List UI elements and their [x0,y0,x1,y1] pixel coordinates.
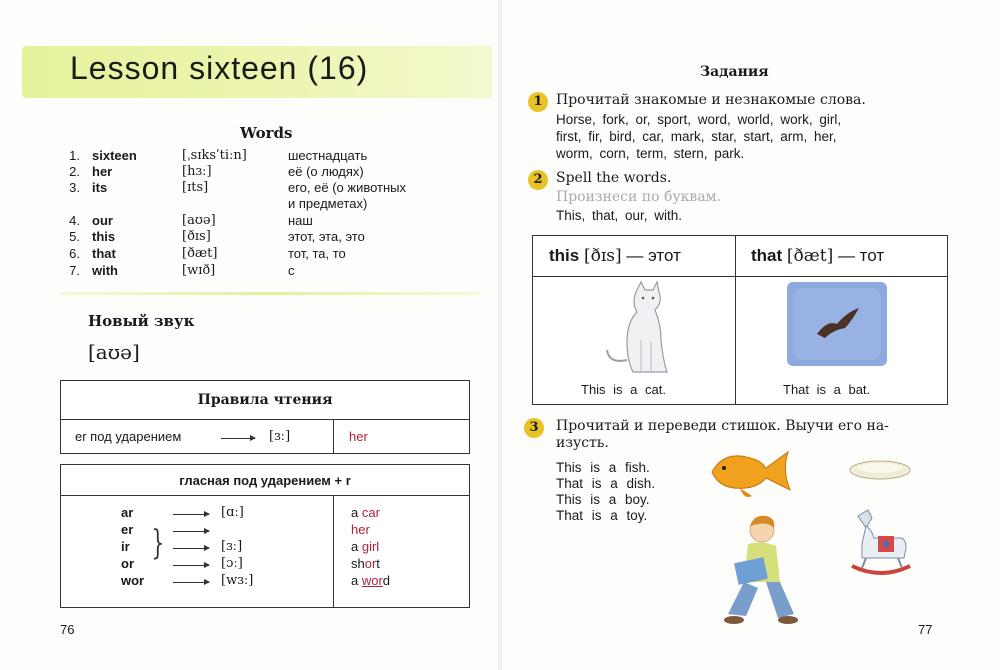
word-english: that [92,246,116,261]
vowel-example [351,505,380,520]
goldfish-illustration [704,440,796,502]
this-that-table [532,235,948,405]
task-number-badge: 2 [528,170,548,190]
task2-instruction: Spell the words. [556,170,672,186]
word-transcription: [ɪts] [182,180,209,195]
word-english: our [92,213,113,228]
poem-line: This is a fish. [556,460,650,475]
word-transcription: [ˌsɪksˈtiːn] [182,148,247,163]
word-number: 1. [69,148,80,163]
tasks-heading: Задания [700,64,769,80]
word-number: 5. [69,229,80,244]
poem-line: This is a boy. [556,492,650,507]
example-suffix: t [376,556,380,571]
vowel-r-header [61,465,469,496]
vowel-combo: ir [121,539,130,554]
word-transcription: [hɜː] [182,164,212,179]
poem-line: That is a dish. [556,476,656,491]
word-number: 4. [69,213,80,228]
example-highlight: or [364,556,377,571]
task3-instruction: Прочитай и переведи стишок. Выучи его на- [556,418,889,434]
words-heading: Words [240,124,293,142]
task-number-badge: 1 [528,92,548,112]
vowel-combo: ar [121,505,134,520]
word-transcription: [wɪð] [182,263,216,278]
arrow-icon [173,531,209,532]
task-number-badge: 3 [524,418,544,438]
that-header [751,246,884,266]
bat-illustration [787,282,887,366]
that-word: that [751,246,783,265]
word-english: her [92,164,113,179]
arrow-icon [173,565,209,566]
section-divider [60,292,480,295]
page-number-left: 76 [60,622,75,637]
rule-sound: [ɜː] [269,429,291,444]
this-caption: This is a cat. [581,382,666,397]
boy-illustration [718,512,802,632]
word-translation: и предметах) [288,196,368,211]
vowel-example [351,539,379,554]
page-number-right: 77 [918,622,933,637]
cat-illustration [597,280,687,378]
word-translation: тот, та, то [288,246,346,261]
poem-line: That is a toy. [556,508,648,523]
example-suffix: d [382,573,391,588]
word-english: sixteen [92,148,137,163]
this-word: this [549,246,580,265]
this-ipa: [ðɪs] [583,246,622,266]
that-caption: That is a bat. [783,382,871,397]
that-translation: — тот [837,246,885,265]
word-number: 6. [69,246,80,261]
that-ipa: [ðæt] [786,246,834,266]
vowel-example [351,573,390,588]
right-page [500,0,1000,670]
this-header [549,246,681,266]
word-translation: шестнадцать [288,148,368,163]
task1-line: Horse, fork, or, sport, word, world, work, girl, [556,112,842,127]
example-highlight: car [361,505,380,520]
task1-instruction: Прочитай знакомые и незнакомые слова. [556,92,866,108]
example-highlight: girl [361,539,380,554]
vowel-sound: [ɑː] [221,505,244,520]
reading-rules-heading: Правила чтения [197,392,333,408]
reading-rules-header [61,381,469,420]
vowel-r-heading: гласная под ударением + r [179,473,351,488]
brace-icon: } [151,523,165,563]
word-number: 2. [69,164,80,179]
word-english: this [92,229,116,244]
rule-text: er под ударением [75,429,182,444]
task2-words: This, that, our, with. [556,208,683,223]
vowel-sound: [ɜː] [221,539,243,554]
word-number: 7. [69,263,80,278]
dish-illustration [848,458,912,484]
task3-instruction-cont: изусть. [556,435,609,451]
example-prefix: a [351,573,362,588]
vowel-combo: wor [121,573,145,588]
reading-rules-box [60,380,470,454]
vowel-sound: [ɔː] [221,556,243,571]
example-highlight: her [351,522,370,537]
rule-example: her [349,429,368,444]
word-transcription: [ðɪs] [182,229,211,244]
new-sound-transcription: [aʊə] [88,340,140,364]
word-translation: его, её (о животных [288,180,407,195]
word-translation: наш [288,213,313,228]
vowel-r-box [60,464,470,608]
vowel-example [351,522,370,537]
example-highlight: wor [361,573,383,588]
example-prefix: a [351,539,362,554]
word-translation: её (о людях) [288,164,364,179]
vowel-sound: [wɜː] [221,573,254,588]
arrow-icon [173,514,209,515]
word-english: with [92,263,118,278]
word-number: 3. [69,180,80,195]
word-translation: этот, эта, это [288,229,365,244]
this-translation: — этот [626,246,681,265]
word-transcription: [aʊə] [182,213,216,228]
word-english: its [92,180,108,195]
arrow-icon [173,582,209,583]
new-sound-heading: Новый звук [88,312,195,330]
example-prefix: a [351,505,362,520]
vowel-example [351,556,380,571]
task1-line: first, fir, bird, car, mark, star, start, arm, her, [556,129,837,144]
rocking-horse-illustration [848,508,914,580]
task1-line: worm, corn, term, stern, park. [556,146,745,161]
arrow-icon [221,438,255,439]
task2-hint: Произнеси по буквам. [556,189,721,205]
lesson-title: Lesson sixteen (16) [70,50,369,86]
arrow-icon [173,548,209,549]
word-transcription: [ðæt] [182,246,218,261]
word-translation: с [288,263,295,278]
vowel-combo: er [121,522,134,537]
vowel-combo: or [121,556,134,571]
example-prefix: sh [351,556,365,571]
